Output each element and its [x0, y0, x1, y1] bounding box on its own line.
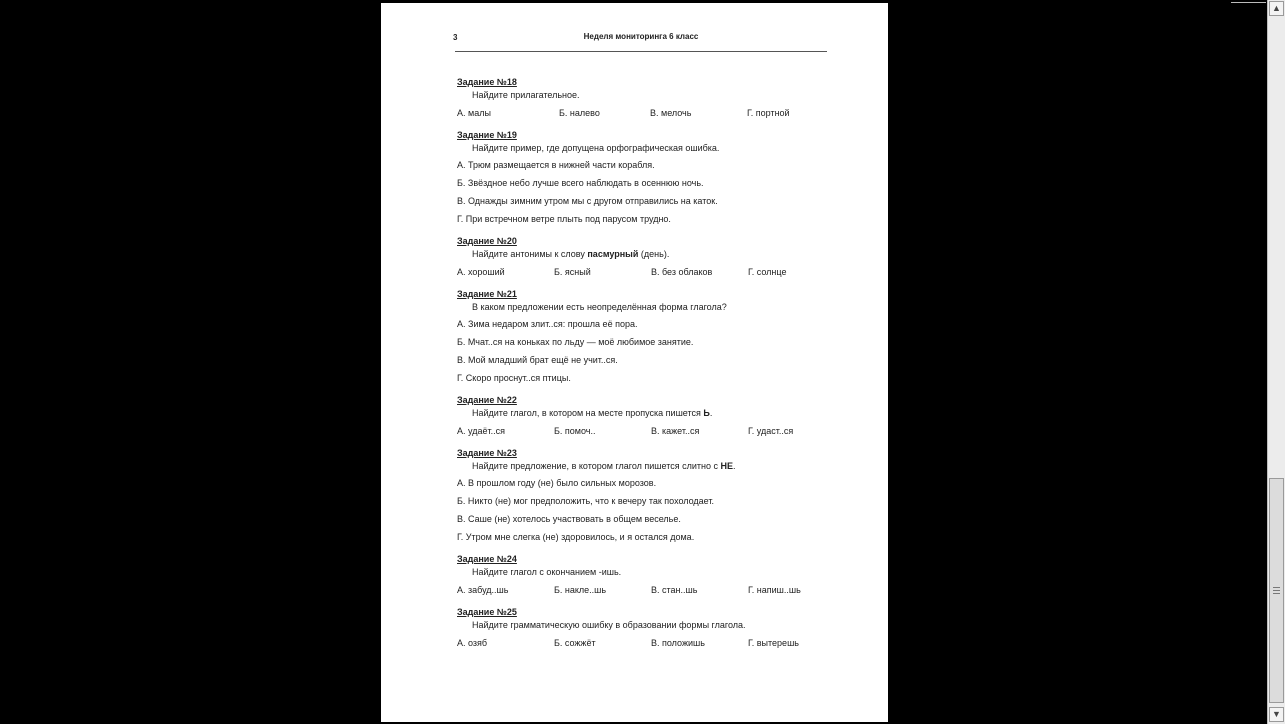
option-d: Г. Утром мне слегка (не) здоровилось, и я остался дома.: [457, 532, 695, 542]
option-a: А. малы: [457, 108, 491, 118]
options-row: [457, 265, 837, 279]
task-question: [457, 407, 837, 420]
task-question: [457, 248, 837, 261]
option-a: А. Трюм размещается в нижней части корабля.: [457, 160, 655, 170]
options-row: [457, 583, 837, 597]
option-a: А. забуд..шь: [457, 585, 509, 595]
task-18: [457, 76, 837, 120]
grip-line: [1273, 587, 1280, 588]
task-24: [457, 553, 837, 597]
task-23: [457, 447, 837, 544]
option-d: Г. Скоро проснут..ся птицы.: [457, 373, 571, 383]
task-25: [457, 606, 837, 650]
option-a: А. хороший: [457, 267, 505, 277]
option-c: В. без облаков: [651, 267, 713, 277]
option-b: Б. налево: [559, 108, 600, 118]
question-text: Найдите глагол, в котором на месте пропуска пишется: [472, 408, 704, 418]
option-a: А. Зима недаром злит..ся: прошла её пора.: [457, 319, 638, 329]
option-d: Г. портной: [747, 108, 790, 118]
options-row: [457, 106, 837, 120]
question-text-end: .: [733, 461, 736, 471]
page-number: 3: [453, 33, 458, 42]
task-title: Задание №25: [457, 607, 517, 617]
document-page: [381, 3, 888, 722]
question-text: Найдите предложение, в котором глагол пишется слитно с: [472, 461, 721, 471]
option-a: А. озяб: [457, 638, 488, 648]
task-19: [457, 129, 837, 226]
options-row: [457, 424, 837, 438]
scroll-thumb[interactable]: [1269, 478, 1284, 703]
task-20: [457, 235, 837, 279]
vertical-scrollbar[interactable]: [1267, 0, 1285, 724]
chevron-down-icon: ▼: [1272, 709, 1281, 719]
header-rule: [455, 51, 827, 52]
option-b: Б. помоч..: [554, 426, 596, 436]
task-title: Задание №18: [457, 77, 517, 87]
option-d: Г. напиш..шь: [748, 585, 801, 595]
question-keyword: пасмурный: [587, 249, 639, 259]
task-21: [457, 288, 837, 385]
option-b: Б. сожжёт: [554, 638, 596, 648]
option-d: Г. удаст..ся: [748, 426, 794, 436]
task-question: Найдите глагол с окончанием -ишь.: [472, 567, 622, 577]
task-question: Найдите грамматическую ошибку в образовании формы глагола.: [472, 620, 746, 630]
option-b: Б. ясный: [554, 267, 591, 277]
option-a: А. удаёт..ся: [457, 426, 505, 436]
options-row: [457, 636, 837, 650]
option-b: Б. Звёздное небо лучше всего наблюдать в осеннюю ночь.: [457, 178, 704, 188]
scroll-down-button[interactable]: [1269, 707, 1284, 722]
option-c: В. мелочь: [650, 108, 692, 118]
grip-line: [1273, 593, 1280, 594]
question-keyword: НЕ: [720, 461, 734, 471]
option-d: Г. солнце: [748, 267, 787, 277]
page-header-title: Неделя мониторинга 6 класс: [583, 32, 699, 41]
question-keyword: Ь: [703, 408, 710, 418]
option-d: Г. вытерешь: [748, 638, 799, 648]
task-title: Задание №23: [457, 448, 517, 458]
task-question: Найдите прилагательное.: [472, 90, 580, 100]
task-title: Задание №20: [457, 236, 517, 246]
option-b: Б. Никто (не) мог предположить, что к вечеру так похолодает.: [457, 496, 715, 506]
option-c: В. кажет..ся: [651, 426, 700, 436]
option-c: В. стан..шь: [651, 585, 698, 595]
chevron-up-icon: ▲: [1272, 3, 1281, 13]
option-c: В. Мой младший брат ещё не учит..ся.: [457, 355, 618, 365]
option-b: Б. накле..шь: [554, 585, 607, 595]
option-d: Г. При встречном ветре плыть под парусом трудно.: [457, 214, 671, 224]
grip-line: [1273, 590, 1280, 591]
task-question: [457, 460, 837, 473]
task-question: В каком предложении есть неопределённая форма глагола?: [472, 302, 727, 312]
question-text-end: (день).: [638, 249, 670, 259]
task-title: Задание №24: [457, 554, 517, 564]
question-text-end: .: [709, 408, 713, 418]
task-title: Задание №22: [457, 395, 517, 405]
window-edge-line: [1231, 2, 1266, 3]
question-text: Найдите антонимы к слову: [472, 249, 588, 259]
task-title: Задание №19: [457, 130, 517, 140]
task-title: Задание №21: [457, 289, 517, 299]
option-c: В. Саше (не) хотелось участвовать в общем веселье.: [457, 514, 681, 524]
scroll-up-button[interactable]: [1269, 1, 1284, 16]
option-a: А. В прошлом году (не) было сильных морозов.: [457, 478, 657, 488]
task-22: [457, 394, 837, 438]
option-c: В. положишь: [651, 638, 705, 648]
task-question: Найдите пример, где допущена орфографическая ошибка.: [472, 143, 720, 153]
option-b: Б. Мчат..ся на коньках по льду — моё любимое занятие.: [457, 337, 694, 347]
option-c: В. Однажды зимним утром мы с другом отправились на каток.: [457, 196, 718, 206]
